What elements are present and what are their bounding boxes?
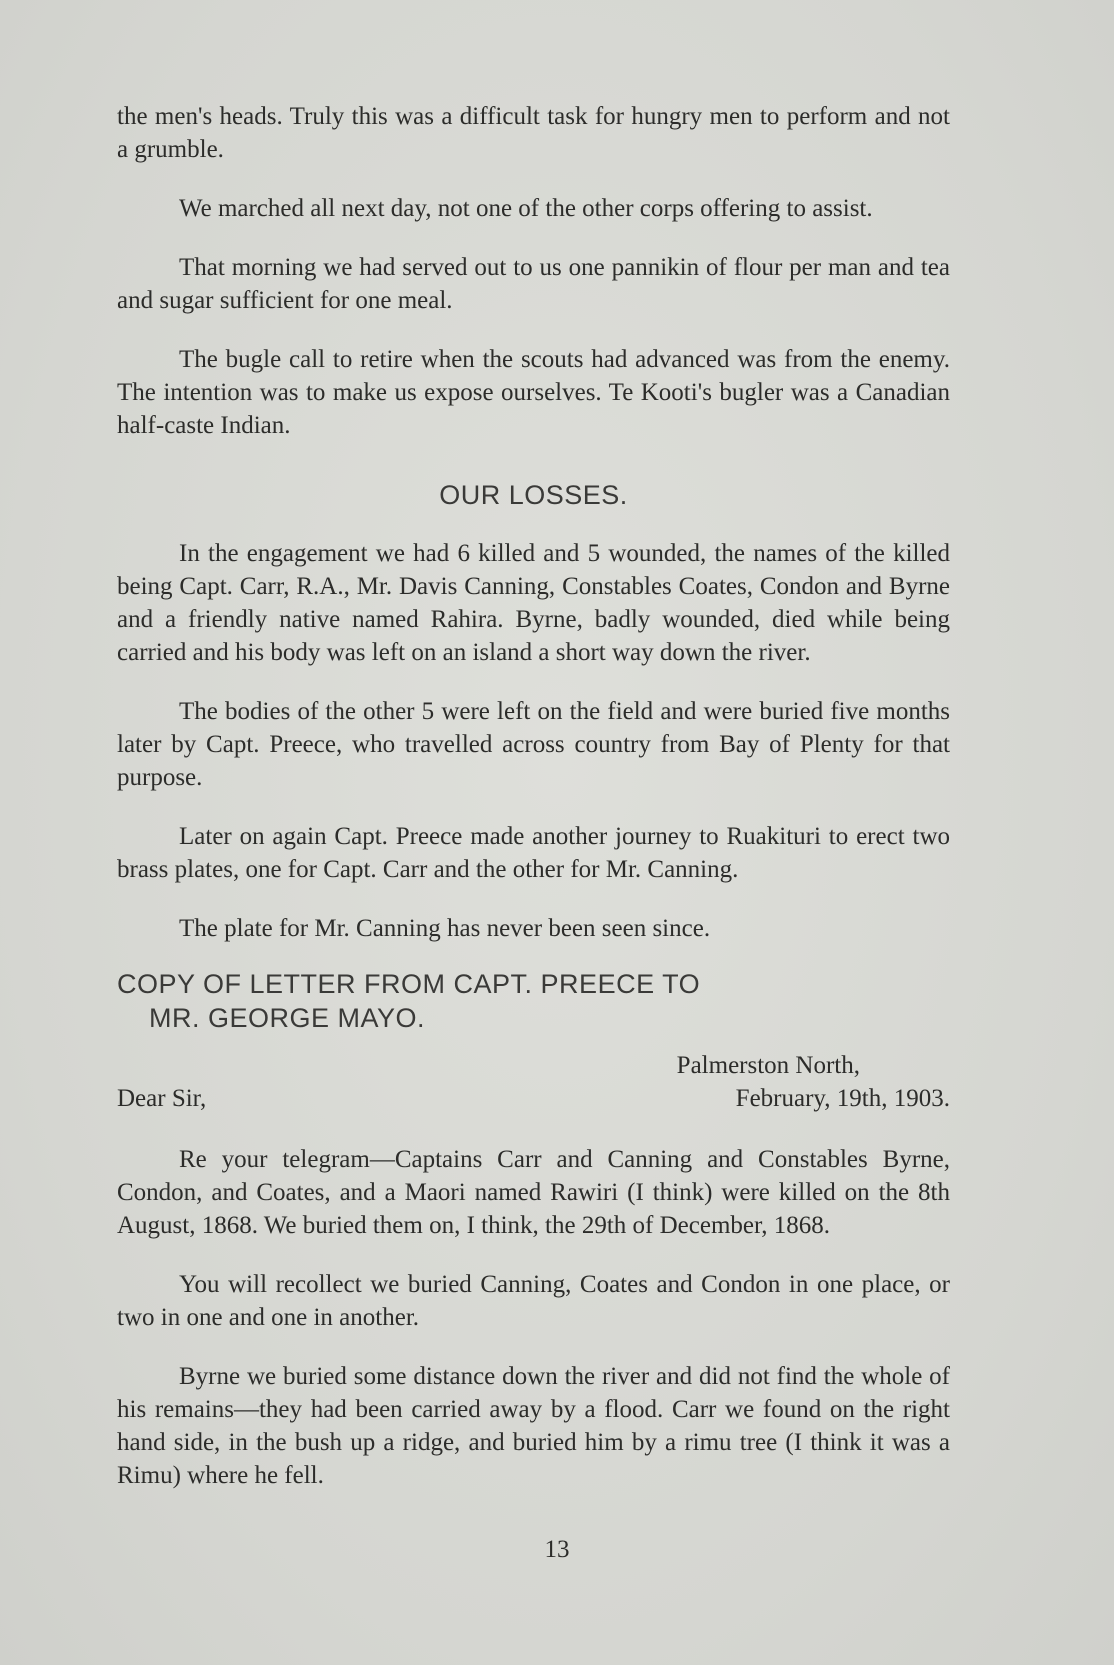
paragraph-byrne-carr: Byrne we buried some distance down the river and did not find the whole of his remains—they had been carried away by a flood. Carr we found on the right hand side, in the bush up a ridge, and buried him by a rimu tree (I think it was a Rimu) where he fell.	[117, 1363, 950, 1489]
letter-heading-line-1: COPY OF LETTER FROM CAPT. PREECE TO	[117, 969, 701, 999]
paragraph-recollect: You will recollect we buried Canning, Coates and Condon in one place, or two in one and one in another.	[117, 1271, 950, 1331]
paragraph-march: We marched all next day, not one of the other corps offering to assist.	[179, 195, 873, 222]
section-heading-losses: OUR LOSSES.	[439, 480, 628, 510]
letter-place: Palmerston North,	[676, 1052, 860, 1079]
letter-address-block	[117, 1049, 950, 1117]
paragraph-bodies: The bodies of the other 5 were left on the field and were buried five months later by Capt. Preece, who travelled across country from Bay of Plenty for that purpose.	[117, 698, 950, 791]
letter-heading	[117, 967, 950, 1035]
letter-date: February, 19th, 1903.	[735, 1085, 950, 1112]
paragraph-rations: That morning we had served out to us one pannikin of flour per man and tea and sugar sufficient for one meal.	[117, 254, 950, 314]
letter-heading-line-2: MR. GEORGE MAYO.	[149, 1003, 426, 1033]
paragraph-bugle: The bugle call to retire when the scouts had advanced was from the enemy. The intention was to make us expose ourselves. Te Kooti's bugler was a Canadian half-caste Indian.	[117, 346, 950, 439]
letter-salutation: Dear Sir,	[117, 1085, 207, 1112]
page-number: 13	[544, 1536, 570, 1563]
paragraph-telegram: Re your telegram—Captains Carr and Canning and Constables Byrne, Condon, and Coates, and a Maori named Rawiri (I think) were killed on the 8th August, 1868. We buried them on, I think, the 29th of December, 1868.	[117, 1146, 950, 1239]
paragraph-continuation: the men's heads. Truly this was a difficult task for hungry men to perform and not a grumble.	[117, 103, 950, 163]
paragraph-engagement: In the engagement we had 6 killed and 5 wounded, the names of the killed being Capt. Carr, R.A., Mr. Davis Canning, Constables Coates, Condon and Byrne and a friendly native named Rahira. Byrne, badly wounded, died while being carried and his body was left on an island a short way down the river.	[117, 540, 950, 666]
paragraph-brass-plates: Later on again Capt. Preece made another journey to Ruakituri to erect two brass plates, one for Capt. Carr and the other for Mr. Canning.	[117, 823, 950, 883]
page-body	[117, 100, 950, 1492]
paragraph-plate-missing: The plate for Mr. Canning has never been seen since.	[179, 915, 711, 942]
